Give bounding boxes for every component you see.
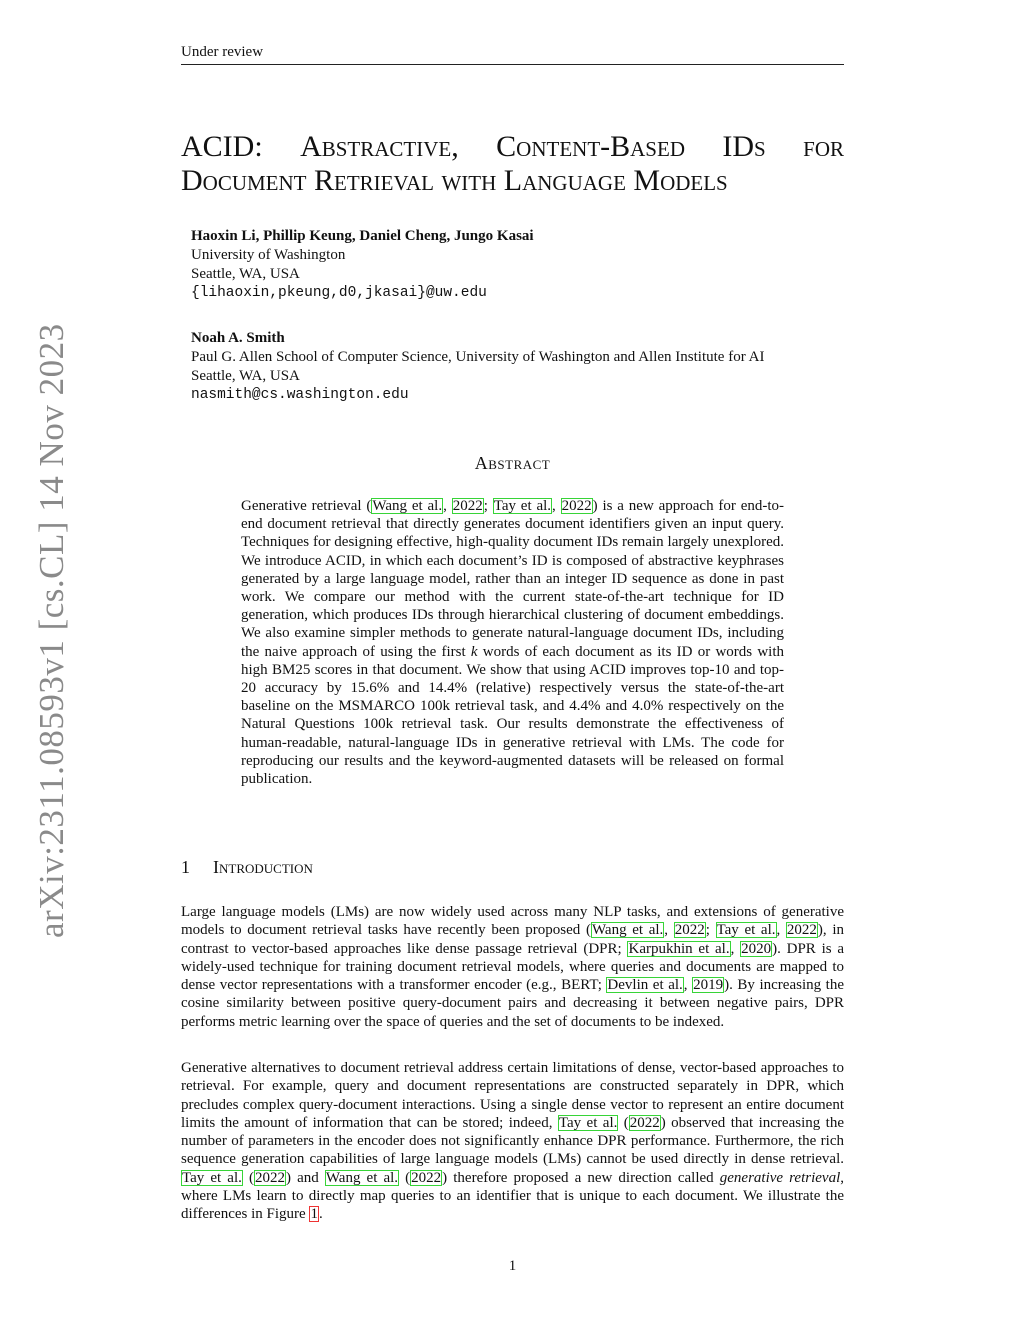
section-heading-introduction [181, 857, 313, 878]
text-run: ( [242, 1169, 254, 1186]
figure-reference-link[interactable]: 1 [310, 1206, 318, 1223]
text-run: ) and [285, 1169, 325, 1186]
citation-link[interactable]: 2022 [452, 498, 483, 514]
citation-link[interactable]: Devlin et al. [607, 977, 683, 994]
text-run: Generative alternatives to document retrieval address certain limitations of dense, vector-based approaches to retrieval. For example, query and document representations are constructed separately in DPR, which precludes complex query-document interactions. Using a single dense vector to represent an entire document limits the amount of information that can be stored; indeed, [181, 1060, 844, 1131]
section-number: 1 [181, 857, 190, 877]
text-run: ( [399, 1169, 411, 1186]
citation-link[interactable]: 2022 [674, 922, 705, 939]
author-email[interactable]: {lihaoxin,pkeung,d0,jkasai}@uw.edu [191, 285, 487, 301]
text-run: , [776, 922, 786, 939]
citation-link[interactable]: Wang et al. [372, 498, 443, 514]
text-run: ), in contrast to vector-based approaches like dense passage retrieval (DPR; [181, 922, 844, 957]
math-variable: k [470, 643, 478, 660]
running-header: Under review [181, 44, 844, 65]
section-title: Introduction [213, 857, 313, 877]
text-run: , [730, 940, 741, 957]
text-run: , [683, 977, 693, 994]
text-run: , [664, 922, 674, 939]
text-run: , [552, 498, 561, 514]
title-word: IDs [722, 130, 766, 163]
abstract-heading: Abstract [474, 453, 551, 473]
text-run: words of each document as its ID or words with high BM25 scores in that document. We show that using ACID improves top-10 and top-20 accuracy by 15.6% and 14.4% (relative) respectively versus the state-of-the-art baseline on the MSMARCO 100k retrieval task, and 4.4% and 4.0% respectively on the Natural Questions 100k retrieval task. Our results demonstrate the effectiveness of human-readable, natural-language IDs in generative retrieval with LMs. The code for reproducing our results and the keyword-augmented datasets will be released on formal publication. [241, 643, 785, 788]
text-run: ). DPR is a widely-used technique for training document retrieval models, where queries and documents are mapped to dense vector representations with a transformer encoder (e.g., BERT; [181, 940, 845, 994]
author-location: Seattle, WA, USA [191, 266, 300, 282]
citation-link[interactable]: Tay et al. [493, 498, 552, 514]
text-run: ) is a new approach for end-to-end document retrieval that directly generates document identifiers given an input query. Techniques for designing effective, high-quality document IDs remain largely unexplored. We introduce ACID, in which each document’s ID is composed of abstractive keyphrases generated by a large language model, rather than an integer ID sequence as done in past work. We compare our method with the current state-of-the-art technique for ID generation, which produces IDs through hierarchical clustering of document embeddings. We also examine simpler methods to generate natural-language document IDs, including the naive approach of using the first [241, 498, 785, 660]
citation-link[interactable]: 2022 [254, 1169, 285, 1186]
emphasis-term: generative retrieval [719, 1169, 841, 1186]
author-affiliation: Paul G. Allen School of Computer Science, University of Washington and Allen Institute for AI [191, 349, 765, 365]
citation-link[interactable]: 2022 [561, 498, 592, 514]
text-run: ) observed that increasing the number of parameters in the encoder does not significantly enhance DPR performance. Furthermore, the rich sequence generation capabilities of large language models (LMs) cannot be used directly in dense retrieval. [181, 1114, 844, 1168]
text-run: , where LMs learn to directly map queries to an identifier that is unique to each document. We illustrate the differences in Figure [181, 1169, 844, 1223]
author-email[interactable]: nasmith@cs.washington.edu [191, 387, 409, 403]
citation-link[interactable]: Tay et al. [558, 1114, 618, 1131]
citation-link[interactable]: 2020 [741, 940, 772, 957]
intro-paragraph-1 [181, 903, 844, 1031]
title-word: Abstractive, [300, 130, 459, 163]
text-run: Large language models (LMs) are now widely used across many NLP tasks, and extensions of generative models to document retrieval tasks have recently been proposed ( [181, 904, 844, 939]
title-word: for [803, 130, 844, 163]
citation-link[interactable]: 2022 [629, 1114, 660, 1131]
citation-link[interactable]: Tay et al. [716, 922, 776, 939]
citation-link[interactable]: Tay et al. [182, 1169, 242, 1186]
text-run: ; [483, 498, 493, 514]
text-run: ; [705, 922, 716, 939]
citation-link[interactable]: 2022 [411, 1169, 442, 1186]
abstract-body [241, 497, 784, 788]
citation-link[interactable]: Wang et al. [591, 922, 664, 939]
title-word: ACID: [181, 130, 263, 163]
citation-link[interactable]: Wang et al. [325, 1169, 399, 1186]
text-run: ( [618, 1114, 629, 1131]
text-run: ) therefore proposed a new direction called [442, 1169, 720, 1186]
title-line-2: Document Retrieval with Language Models [181, 164, 728, 197]
text-run: ). By increasing the cosine similarity between positive query-document pairs and decreasing it between negative pairs, DPR performs metric learning over the space of queries and the set of documents to be indexed. [181, 977, 844, 1030]
text-run: , [443, 498, 452, 514]
author-block-1 [191, 227, 534, 303]
author-block-2 [191, 329, 764, 405]
author-names: Haoxin Li, Phillip Keung, Daniel Cheng, Jungo Kasai [191, 228, 534, 244]
text-run: . [318, 1206, 323, 1223]
intro-paragraph-2 [181, 1059, 844, 1224]
author-affiliation: University of Washington [191, 247, 346, 263]
paper-title [181, 130, 844, 198]
author-names: Noah A. Smith [191, 330, 285, 346]
arxiv-identifier: arXiv:2311.08593v1 [cs.CL] 14 Nov 2023 [32, 323, 71, 938]
citation-link[interactable]: 2022 [786, 922, 817, 939]
citation-link[interactable]: 2019 [693, 977, 724, 994]
author-location: Seattle, WA, USA [191, 368, 300, 384]
title-word: Content-Based [496, 130, 685, 163]
text-run: Generative retrieval ( [241, 498, 372, 514]
citation-link[interactable]: Karpukhin et al. [628, 940, 730, 957]
page-number: 1 [508, 1258, 517, 1274]
